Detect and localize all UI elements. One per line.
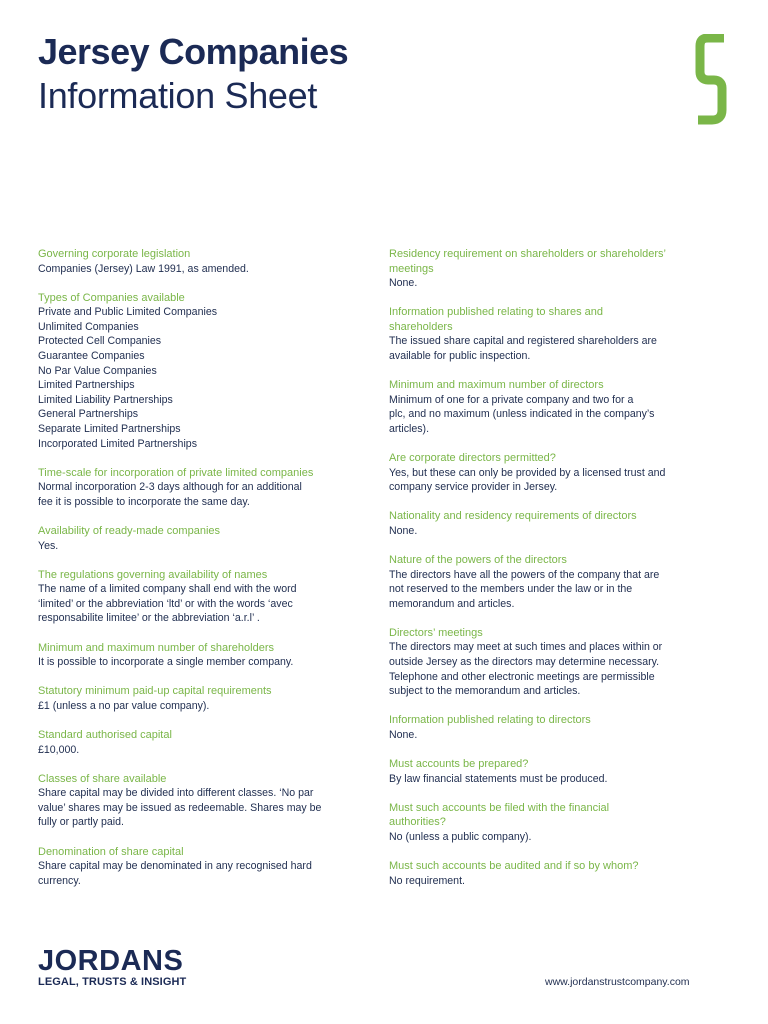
section-body-line: Limited Liability Partnerships	[38, 393, 173, 406]
section-body-line: ‘limited’ or the abbreviation ‘ltd’ or with the words ‘avec	[38, 597, 293, 610]
info-section	[389, 626, 719, 699]
info-section	[389, 247, 719, 291]
section-heading: Nature of the powers of the directors	[389, 554, 567, 566]
section-body-line: The directors have all the powers of the company that are	[389, 568, 660, 581]
section-body-line: Normal incorporation 2-3 days although for an additional	[38, 481, 302, 494]
section-body-line: fee it is possible to incorporate the same day.	[38, 495, 250, 508]
left-column	[38, 247, 360, 903]
section-heading: Governing corporate legislation	[38, 248, 191, 260]
info-section	[389, 801, 719, 845]
section-heading: Are corporate directors permitted?	[389, 452, 556, 465]
section-heading: Must accounts be prepared?	[389, 758, 529, 771]
info-section	[38, 684, 360, 713]
page-subtitle: Information Sheet	[38, 75, 318, 116]
section-heading: Denomination of share capital	[38, 845, 184, 858]
section-body-line: Telephone and other electronic meetings are permissible	[389, 670, 655, 683]
info-section	[38, 291, 360, 452]
section-body-line: None.	[389, 728, 418, 741]
info-section	[38, 845, 360, 889]
info-section	[38, 772, 360, 830]
section-body-line: not reserved to the members under the law or in the	[389, 583, 633, 596]
section-heading: Must such accounts be audited and if so by whom?	[389, 860, 639, 872]
section-heading: Classes of share available	[38, 772, 167, 785]
info-section	[389, 713, 719, 742]
section-body-line: Guarantee Companies	[38, 350, 145, 363]
logo-tagline: LEGAL, TRUSTS & INSIGHT	[38, 976, 187, 988]
section-heading: Information published relating to shares and	[389, 306, 604, 319]
section-body-line: Yes, but these can only be provided by a licensed trust and	[389, 466, 666, 479]
section-heading: Statutory minimum paid-up capital requirements	[38, 685, 272, 698]
section-body-line: fully or partly paid.	[38, 816, 124, 829]
section-body-line: Share capital may be denominated in any recognised hard	[38, 860, 312, 873]
section-body-line: Unlimited Companies	[38, 320, 139, 333]
section-heading: meetings	[389, 262, 434, 275]
section-heading: Types of Companies available	[38, 291, 185, 304]
section-heading: Directors’ meetings	[389, 626, 483, 639]
section-body-line: subject to the memorandum and articles.	[389, 685, 581, 698]
info-section	[389, 451, 719, 495]
section-body-line: No requirement.	[389, 874, 465, 887]
section-body-line: By law financial statements must be produced.	[389, 772, 608, 785]
info-section	[389, 378, 719, 436]
section-heading: Time-scale for incorporation of private limited companies	[38, 466, 314, 479]
section-body-line: currency.	[38, 874, 81, 887]
section-body-line: Incorporated Limited Partnerships	[38, 437, 197, 450]
section-body-line: company service provider in Jersey.	[389, 481, 558, 494]
section-body-line: None.	[389, 524, 418, 537]
section-heading: shareholders	[389, 320, 453, 333]
section-body-line: General Partnerships	[38, 408, 139, 421]
info-section	[38, 568, 360, 626]
section-heading: Information published relating to directors	[389, 714, 591, 727]
section-body-line: Companies (Jersey) Law 1991, as amended.	[38, 262, 249, 275]
section-body-line: Separate Limited Partnerships	[38, 423, 181, 436]
section-body-line: No (unless a public company).	[389, 830, 532, 843]
section-body-line: available for public inspection.	[389, 350, 531, 363]
right-column	[389, 247, 719, 903]
section-body-line: The name of a limited company shall end with the word	[38, 583, 297, 596]
jordans-logo	[38, 946, 186, 989]
section-body-line: It is possible to incorporate a single member company.	[38, 656, 294, 669]
section-heading: Minimum and maximum number of shareholders	[38, 641, 274, 654]
section-body-line: value’ shares may be issued as redeemable. Shares may be	[38, 801, 322, 814]
info-section	[38, 641, 360, 670]
section-body-line: Minimum of one for a private company and two for a	[389, 393, 634, 406]
section-heading: Minimum and maximum number of directors	[389, 379, 604, 392]
section-body-line: Limited Partnerships	[38, 379, 135, 392]
section-body-line: No Par Value Companies	[38, 364, 157, 377]
section-body-line: None.	[389, 277, 418, 290]
section-heading: Must such accounts be filed with the financial	[389, 801, 610, 814]
section-body-line: Yes.	[38, 539, 59, 552]
info-section	[38, 728, 360, 757]
info-section	[389, 757, 719, 786]
section-heading: Availability of ready-made companies	[38, 525, 220, 537]
website-link[interactable]: www.jordanstrustcompany.com	[545, 976, 690, 988]
info-section	[389, 859, 719, 888]
section-heading: Nationality and residency requirements of directors	[389, 510, 637, 523]
section-body-line: outside Jersey as the directors may determine necessary.	[389, 656, 660, 669]
section-body-line: memorandum and articles.	[389, 597, 515, 610]
info-section	[389, 305, 719, 363]
section-body-line: Share capital may be divided into different classes. ‘No par	[38, 787, 314, 800]
info-section	[38, 247, 360, 276]
info-section	[38, 524, 360, 553]
section-heading: Standard authorised capital	[38, 728, 172, 741]
section-body-line: The issued share capital and registered shareholders are	[389, 335, 657, 348]
section-body-line: responsabilite limitee’ or the abbreviation ‘a.r.l’ .	[38, 612, 260, 625]
section-body-line: The directors may meet at such times and places within or	[389, 641, 663, 654]
info-section	[38, 466, 360, 510]
logo-name: JORDANS	[38, 945, 184, 977]
section-body-line: Private and Public Limited Companies	[38, 306, 218, 319]
info-section	[389, 509, 719, 538]
section-heading: authorities?	[389, 816, 446, 829]
section-body-line: Protected Cell Companies	[38, 335, 162, 348]
jordans-s-mark-icon	[692, 34, 734, 134]
section-body-line: £10,000.	[38, 743, 80, 756]
section-body-line: £1 (unless a no par value company).	[38, 699, 210, 712]
section-body-line: articles).	[389, 422, 430, 435]
page-title: Jersey Companies	[38, 31, 349, 72]
section-heading: The regulations governing availability of names	[38, 568, 268, 581]
section-heading: Residency requirement on shareholders or shareholders’	[389, 248, 666, 260]
info-section	[389, 553, 719, 611]
section-body-line: plc, and no maximum (unless indicated in the company’s	[389, 408, 655, 421]
